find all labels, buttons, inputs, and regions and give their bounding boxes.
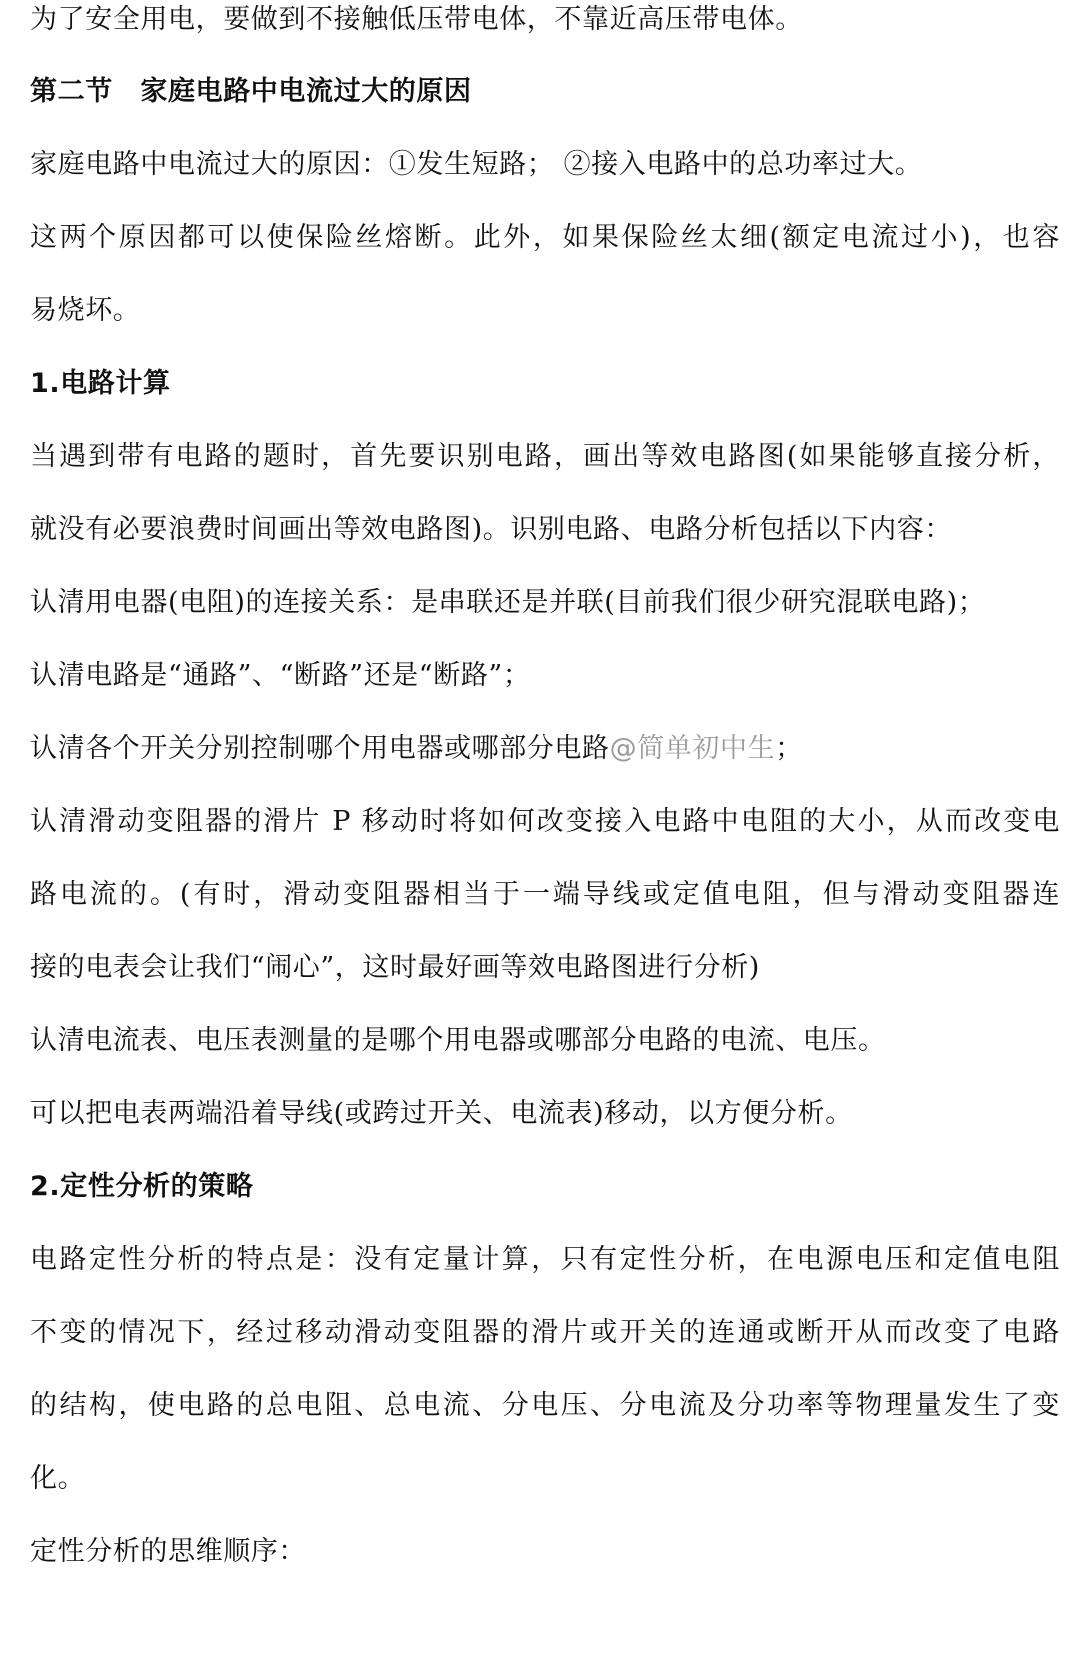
paragraph-fuse-line-1: 这两个原因都可以使保险丝熔断。此外，如果保险丝太细(额定电流过小)，也容 xyxy=(30,222,1060,253)
paragraph-qualitative-line-2: 不变的情况下，经过移动滑动变阻器的滑片或开关的连通或断开从而改变了电路 xyxy=(30,1317,1060,1348)
paragraph-fuse-line-2: 易烧坏。 xyxy=(30,295,141,326)
item-switches-text: 认清各个开关分别控制哪个用电器或哪部分电路 xyxy=(30,733,610,764)
paragraph-safety: 为了安全用电，要做到不接触低压带电体，不靠近高压带电体。 xyxy=(30,4,803,35)
paragraph-identify-line-1: 当遇到带有电路的题时，首先要识别电路，画出等效电路图(如果能够直接分析， xyxy=(30,441,1060,472)
item-meters: 认清电流表、电压表测量的是哪个用电器或哪部分电路的电流、电压。 xyxy=(30,1025,886,1056)
watermark-text: @简单初中生 xyxy=(609,733,776,764)
item-rheostat-line-3: 接的电表会让我们“闹心”，这时最好画等效电路图进行分析) xyxy=(30,952,760,983)
item-move-meters: 可以把电表两端沿着导线(或跨过开关、电流表)移动，以方便分析。 xyxy=(30,1098,853,1129)
item-rheostat-line-1: 认清滑动变阻器的滑片 P 移动时将如何改变接入电路中电阻的大小，从而改变电 xyxy=(30,806,1060,837)
subheading-qualitative: 2.定性分析的策略 xyxy=(30,1171,254,1202)
item-path-state: 认清电路是“通路”、“断路”还是“断路”； xyxy=(30,660,531,691)
paragraph-causes: 家庭电路中电流过大的原因：①发生短路； ②接入电路中的总功率过大。 xyxy=(30,149,923,180)
item-switches xyxy=(30,729,1060,769)
paragraph-qualitative-line-3: 的结构，使电路的总电阻、总电流、分电压、分电流及分功率等物理量发生了变 xyxy=(30,1390,1060,1421)
paragraph-qualitative-line-4: 化。 xyxy=(30,1463,86,1494)
paragraph-identify-line-2: 就没有必要浪费时间画出等效电路图)。识别电路、电路分析包括以下内容： xyxy=(30,514,952,545)
item-rheostat-line-2: 路电流的。(有时，滑动变阻器相当于一端导线或定值电阻，但与滑动变阻器连 xyxy=(30,879,1060,910)
subheading-circuit-calc: 1.电路计算 xyxy=(30,368,171,399)
item-connection: 认清用电器(电阻)的连接关系：是串联还是并联(目前我们很少研究混联电路)； xyxy=(30,587,986,618)
paragraph-thinking-order: 定性分析的思维顺序： xyxy=(30,1536,306,1567)
item-switches-end: ； xyxy=(775,733,803,764)
paragraph-qualitative-line-1: 电路定性分析的特点是：没有定量计算，只有定性分析，在电源电压和定值电阻 xyxy=(30,1244,1060,1275)
section-heading: 第二节 家庭电路中电流过大的原因 xyxy=(30,76,472,107)
